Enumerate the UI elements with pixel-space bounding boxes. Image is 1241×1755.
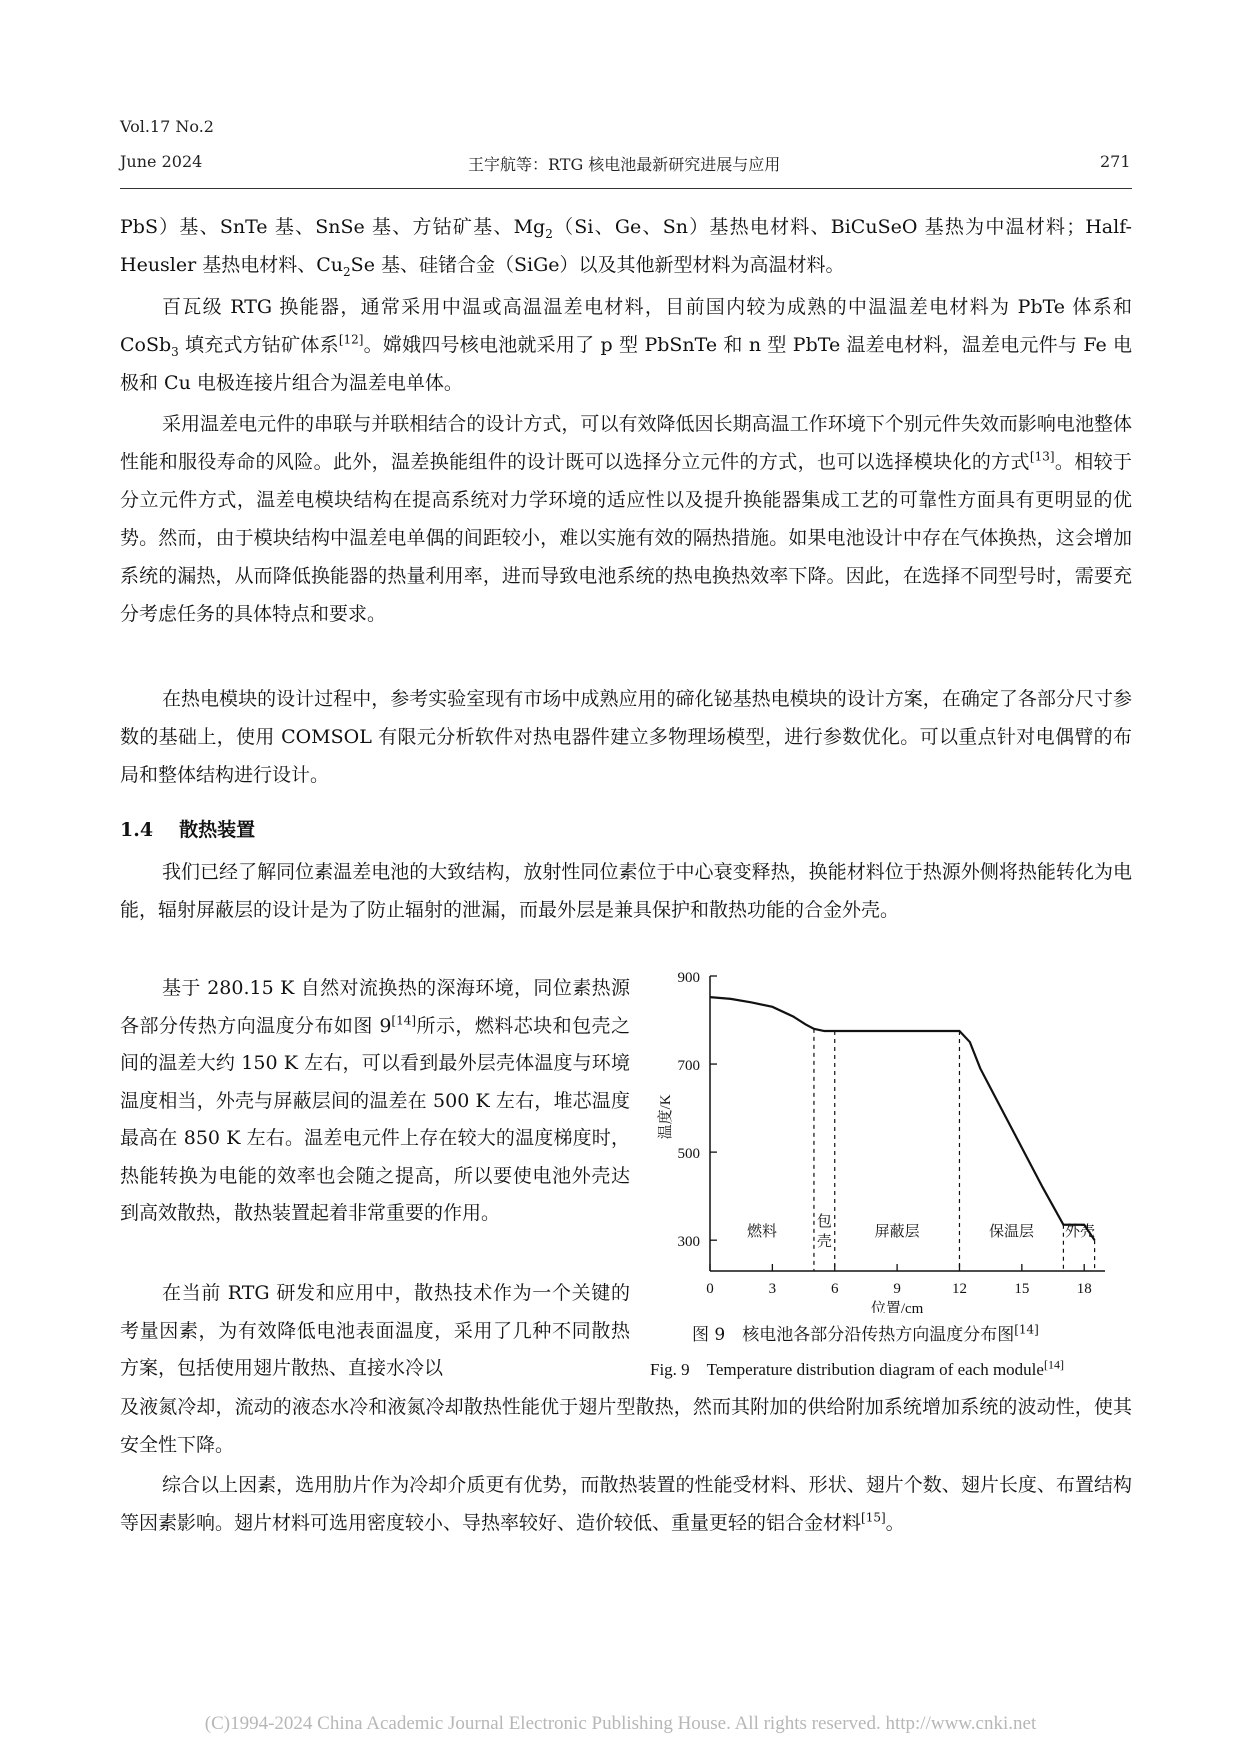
paragraph-1: PbS）基、SnTe 基、SnSe 基、方钴矿基、$Mg_2(Si$、Ge、Sn）基热电材料、BiCuSeO 基热为中温材料；Half-Heusler 基热电材料、$Cu_2Se$ 基、硅锗合金（SiGe）以及其他新型材料为高温材料。 <box>120 216 1132 279</box>
y-axis-label: 温度/K <box>658 1094 674 1140</box>
citation-ref[interactable]: [13] <box>1029 449 1055 464</box>
y-tick-label: 300 <box>677 1234 700 1251</box>
region-label: 包 <box>816 1213 832 1230</box>
paragraph-7a: 在当前 RTG 研发和应用中，散热技术作为一个关键的考量因素，为有效降低电池表面温度，采用了几种不同散热方案，包括使用翅片散热、直接水冷以 <box>120 1282 630 1379</box>
journal-date: June 2024 <box>120 152 203 171</box>
temperature-chart <box>650 968 1130 1313</box>
y-tick-label: 900 <box>677 970 700 986</box>
copyright-footer: (C)1994-2024 China Academic Journal Electronic Publishing House. All rights reserved. http://www.cnki.net <box>204 1713 1037 1734</box>
region-label: 屏蔽层 <box>874 1223 920 1240</box>
y-tick-label: 700 <box>677 1058 700 1075</box>
paragraph-4: 在热电模块的设计过程中，参考实验室现有市场中成熟应用的碲化铋基热电模块的设计方案，在确定了各部分尺寸参数的基础上，使用 COMSOL 有限元分析软件对热电器件建立多物理场模型，进行参数优化。可以重点针对电偶臂的布局和整体结构进行设计。 <box>120 688 1132 786</box>
paragraph-2: 百瓦级 RTG 换能器，通常采用中温或高温温差电材料，目前国内较为成熟的中温温差电材料为 PbTe 体系和 CoSb$_3$ 填充式方钴矿体系[12]。嫦娥四号核电池就采用了 p 型 PbSnTe 和 n 型 PbTe 温差电材料，温差电元件与 Fe 电极和 Cu 电极连接片组合为温差电单体。 <box>120 296 1132 394</box>
figure-caption-en: Fig. 9 Temperature distribution diagram of each module[14] <box>650 1357 1064 1379</box>
section-heading: 1.4 散热装置 <box>120 819 256 841</box>
region-label: 壳 <box>816 1233 832 1250</box>
y-tick-label: 500 <box>677 1146 700 1163</box>
running-title: 王宇航等：RTG 核电池最新研究进展与应用 <box>468 155 781 174</box>
x-tick-label: 15 <box>1014 1281 1030 1297</box>
figure-9 <box>650 968 1130 1348</box>
x-tick-label: 12 <box>951 1281 967 1297</box>
x-tick-label: 0 <box>706 1281 714 1297</box>
paragraph-3: 采用温差电元件的串联与并联相结合的设计方式，可以有效降低因长期高温工作环境下个别元件失效而影响电池整体性能和服役寿命的风险。此外，温差换能组件的设计既可以选择分立元件的方式，也可以选择模块化的方式[13]。相较于分立元件方式，温差电模块结构在提高系统对力学环境的适应性以及提升换能器集成工艺的可靠性方面具有更明显的优势。然而，由于模块结构中温差电单偶的间距较小，难以实施有效的隔热措施。如果电池设计中存在气体换热，这会增加系统的漏热，从而降低换能器的热量利用率，进而导致电池系统的热电换热效率下降。因此，在选择不同型号时，需要充分考虑任务的具体特点和要求。 <box>120 413 1132 625</box>
region-label: 保温层 <box>988 1223 1034 1240</box>
header-rule <box>120 188 1132 189</box>
region-label: 燃料 <box>746 1223 777 1240</box>
x-tick-label: 18 <box>1076 1281 1092 1297</box>
page-number: 271 <box>1100 152 1131 171</box>
region-label: 外壳 <box>1065 1223 1096 1240</box>
x-axis-label: 位置/cm <box>870 1301 924 1313</box>
paragraph-6: 基于 280.15 K 自然对流换热的深海环境，同位素热源各部分传热方向温度分布如图 9[14]所示，燃料芯块和包壳之间的温差大约 150 K 左右，可以看到最外层壳体温度与环境温度相当，外壳与屏蔽层间的温差在 500 K 左右，堆芯温度最高在 850 K 左右。温差电元件上存在较大的温度梯度时，热能转换为电能的效率也会随之提高，所以要使电池外壳达到高效散热，散热装置起着非常重要的作用。 <box>120 977 630 1224</box>
figure-caption-cn: 图 9 核电池各部分沿传热方向温度分布图[14] <box>692 1322 1039 1345</box>
x-tick-label: 3 <box>768 1281 777 1297</box>
paragraph-8: 综合以上因素，选用肋片作为冷却介质更有优势，而散热装置的性能受材料、形状、翅片个数、翅片长度、布置结构等因素影响。翅片材料可选用密度较小、导热率较好、造价较低、重量更轻的铝合金材料[15]。 <box>120 1474 1132 1534</box>
journal-volume: Vol.17 No.2 <box>120 117 214 136</box>
temperature-line <box>710 997 1095 1240</box>
citation-ref[interactable]: [14] <box>391 1013 417 1028</box>
x-tick-label: 9 <box>893 1281 901 1297</box>
paragraph-5: 我们已经了解同位素温差电池的大致结构，放射性同位素位于中心衰变释热，换能材料位于热源外侧将热能转化为电能，辐射屏蔽层的设计是为了防止辐射的泄漏，而最外层是兼具保护和散热功能的合金外壳。 <box>120 861 1132 921</box>
citation-ref[interactable]: [12] <box>338 332 364 347</box>
citation-ref[interactable]: [15] <box>861 1510 886 1525</box>
paragraph-7b: 及液氮冷却，流动的液态水冷和液氮冷却散热性能优于翅片型散热，然而其附加的供给附加系统增加系统的波动性，使其安全性下降。 <box>120 1396 1132 1456</box>
x-tick-label: 6 <box>830 1281 839 1297</box>
